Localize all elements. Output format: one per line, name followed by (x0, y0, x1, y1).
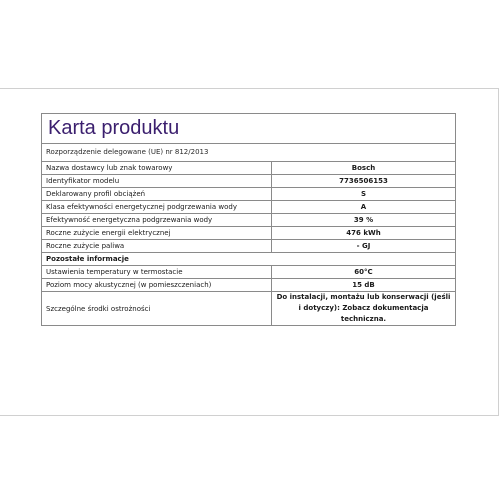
row-value: - GJ (272, 240, 456, 253)
row-value: 15 dB (272, 279, 456, 292)
row-value: Do instalacji, montażu lub konserwacji (jeśli i dotyczy): Zobacz dokumentacja techniczna. (272, 292, 456, 326)
row-label: Deklarowany profil obciążeń (42, 188, 272, 201)
table-row (42, 227, 455, 240)
row-value: 39 % (272, 214, 456, 227)
row-label: Nazwa dostawcy lub znak towarowy (42, 162, 272, 175)
product-card (41, 113, 456, 326)
row-value: A (272, 201, 456, 214)
row-value: S (272, 188, 456, 201)
row-label: Roczne zużycie paliwa (42, 240, 272, 253)
section-header: Pozostałe informacje (42, 253, 455, 266)
row-label: Roczne zużycie energii elektrycznej (42, 227, 272, 240)
row-label: Identyfikator modelu (42, 175, 272, 188)
row-value: 476 kWh (272, 227, 456, 240)
row-label: Szczególne środki ostrożności (42, 292, 272, 326)
table-row (42, 214, 455, 227)
table-row (42, 279, 455, 292)
table-row (42, 162, 455, 175)
row-label: Ustawienia temperatury w termostacie (42, 266, 272, 279)
table-row (42, 240, 455, 253)
table-row (42, 266, 455, 279)
table-row (42, 201, 455, 214)
row-label: Klasa efektywności energetycznej podgrzewania wody (42, 201, 272, 214)
card-subtitle: Rozporządzenie delegowane (UE) nr 812/2013 (42, 144, 455, 162)
table-row (42, 292, 455, 326)
row-value: 7736506153 (272, 175, 456, 188)
card-title: Karta produktu (42, 114, 455, 144)
row-label: Efektywność energetyczna podgrzewania wody (42, 214, 272, 227)
table-row (42, 175, 455, 188)
row-value: 60°C (272, 266, 456, 279)
row-value: Bosch (351, 164, 376, 172)
row-label: Poziom mocy akustycznej (w pomieszczeniach) (42, 279, 272, 292)
table-row (42, 188, 455, 201)
section-row (42, 253, 455, 266)
product-info-table (42, 162, 455, 325)
